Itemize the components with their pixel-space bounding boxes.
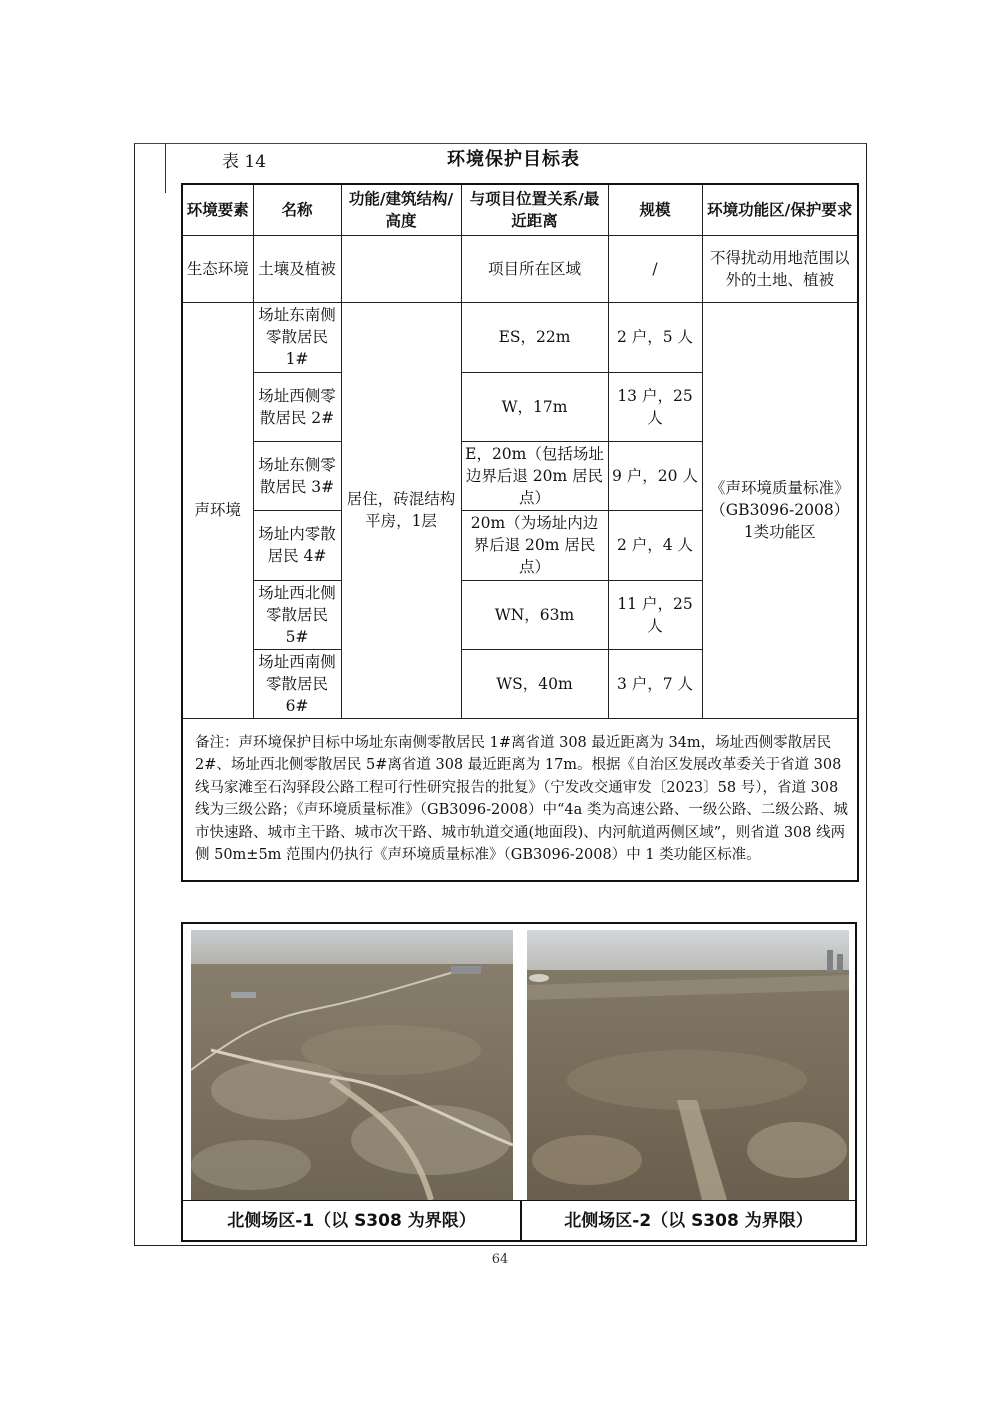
table-row [182,235,858,302]
name-cell: 场址内零散居民 4# [253,510,341,580]
header-cell: 环境要素 [182,184,253,235]
caption-row [183,1200,855,1241]
relation-cell: WN，63m [461,580,608,649]
scale-cell: 2 户，4 人 [608,510,702,580]
scale-cell: 9 户，20 人 [608,441,702,510]
requirement-cell: 不得扰动用地范围以外的土地、植被 [702,235,858,302]
name-cell: 场址东侧零散居民 3# [253,441,341,510]
photo-caption: 北侧场区-2（以 S308 为界限） [564,1211,813,1231]
header-cell: 规模 [608,184,702,235]
page-number: 64 [491,1252,509,1267]
name-cell: 场址西南侧零散居民 6# [253,649,341,718]
relation-cell: 20m（为场址内边界后退 20m 居民点） [461,510,608,580]
table-title: 环境保护目标表 [447,149,580,170]
caption-divider [520,1200,522,1240]
environment-protection-table [181,183,859,882]
name-cell: 场址东南侧零散居民 1# [253,302,341,372]
table-number: 表 14 [222,152,267,172]
aerial-photo-north-2 [527,930,849,1200]
frame-divider [165,143,166,193]
photo-caption: 北侧场区-1（以 S308 为界限） [227,1211,476,1231]
requirement-cell: 《声环境质量标准》（GB3096-2008）1类功能区 [702,302,858,718]
name-cell: 场址西侧零散居民 2# [253,372,341,441]
header-row [182,184,858,235]
header-cell: 功能/建筑结构/高度 [341,184,461,235]
note-row [182,718,858,881]
scale-cell: 3 户，7 人 [608,649,702,718]
name-cell: 土壤及植被 [253,235,341,302]
scale-cell: 13 户，25 人 [608,372,702,441]
header-cell: 与项目位置关系/最近距离 [461,184,608,235]
scale-cell: 11 户，25 人 [608,580,702,649]
table-row [182,302,858,372]
header-cell: 名称 [253,184,341,235]
relation-cell: 项目所在区域 [461,235,608,302]
scale-cell: 2 户，5 人 [608,302,702,372]
function-cell [341,235,461,302]
element-cell: 声环境 [182,302,253,718]
relation-cell: ES，22m [461,302,608,372]
scale-cell: / [608,235,702,302]
site-photos [181,922,857,1242]
element-cell: 生态环境 [182,235,253,302]
name-cell: 场址西北侧零散居民 5# [253,580,341,649]
header-cell: 环境功能区/保护要求 [702,184,858,235]
function-cell: 居住，砖混结构平房，1层 [341,302,461,718]
relation-cell: E，20m（包括场址边界后退 20m 居民点） [461,441,608,510]
relation-cell: W，17m [461,372,608,441]
table-note: 备注：声环境保护目标中场址东南侧零散居民 1#离省道 308 最近距离为 34m，场址西侧零散居民 2#、场址西北侧零散居民 5#离省道 308 最近距离为 17m。根据《自治区发展改革委关于省道 308 线马家滩至石沟驿段公路工程可行性研究报告的批复》（宁发改交通审发〔2023〕58 号），省道 308 线为三级公路；《声环境质量标准》（GB3096-2008）中“4a 类为高速公路、一级公路、二级公路、城市快速路、城市主干路、城市次干路、城市轨道交通(地面段)、内河航道两侧区域”，则省道 308 线两侧 50m±5m 范围内仍执行《声环境质量标准》（GB3096-2008）中 1 类功能区标准。 [182,718,858,881]
aerial-photo-north-1 [191,930,513,1200]
relation-cell: WS，40m [461,649,608,718]
